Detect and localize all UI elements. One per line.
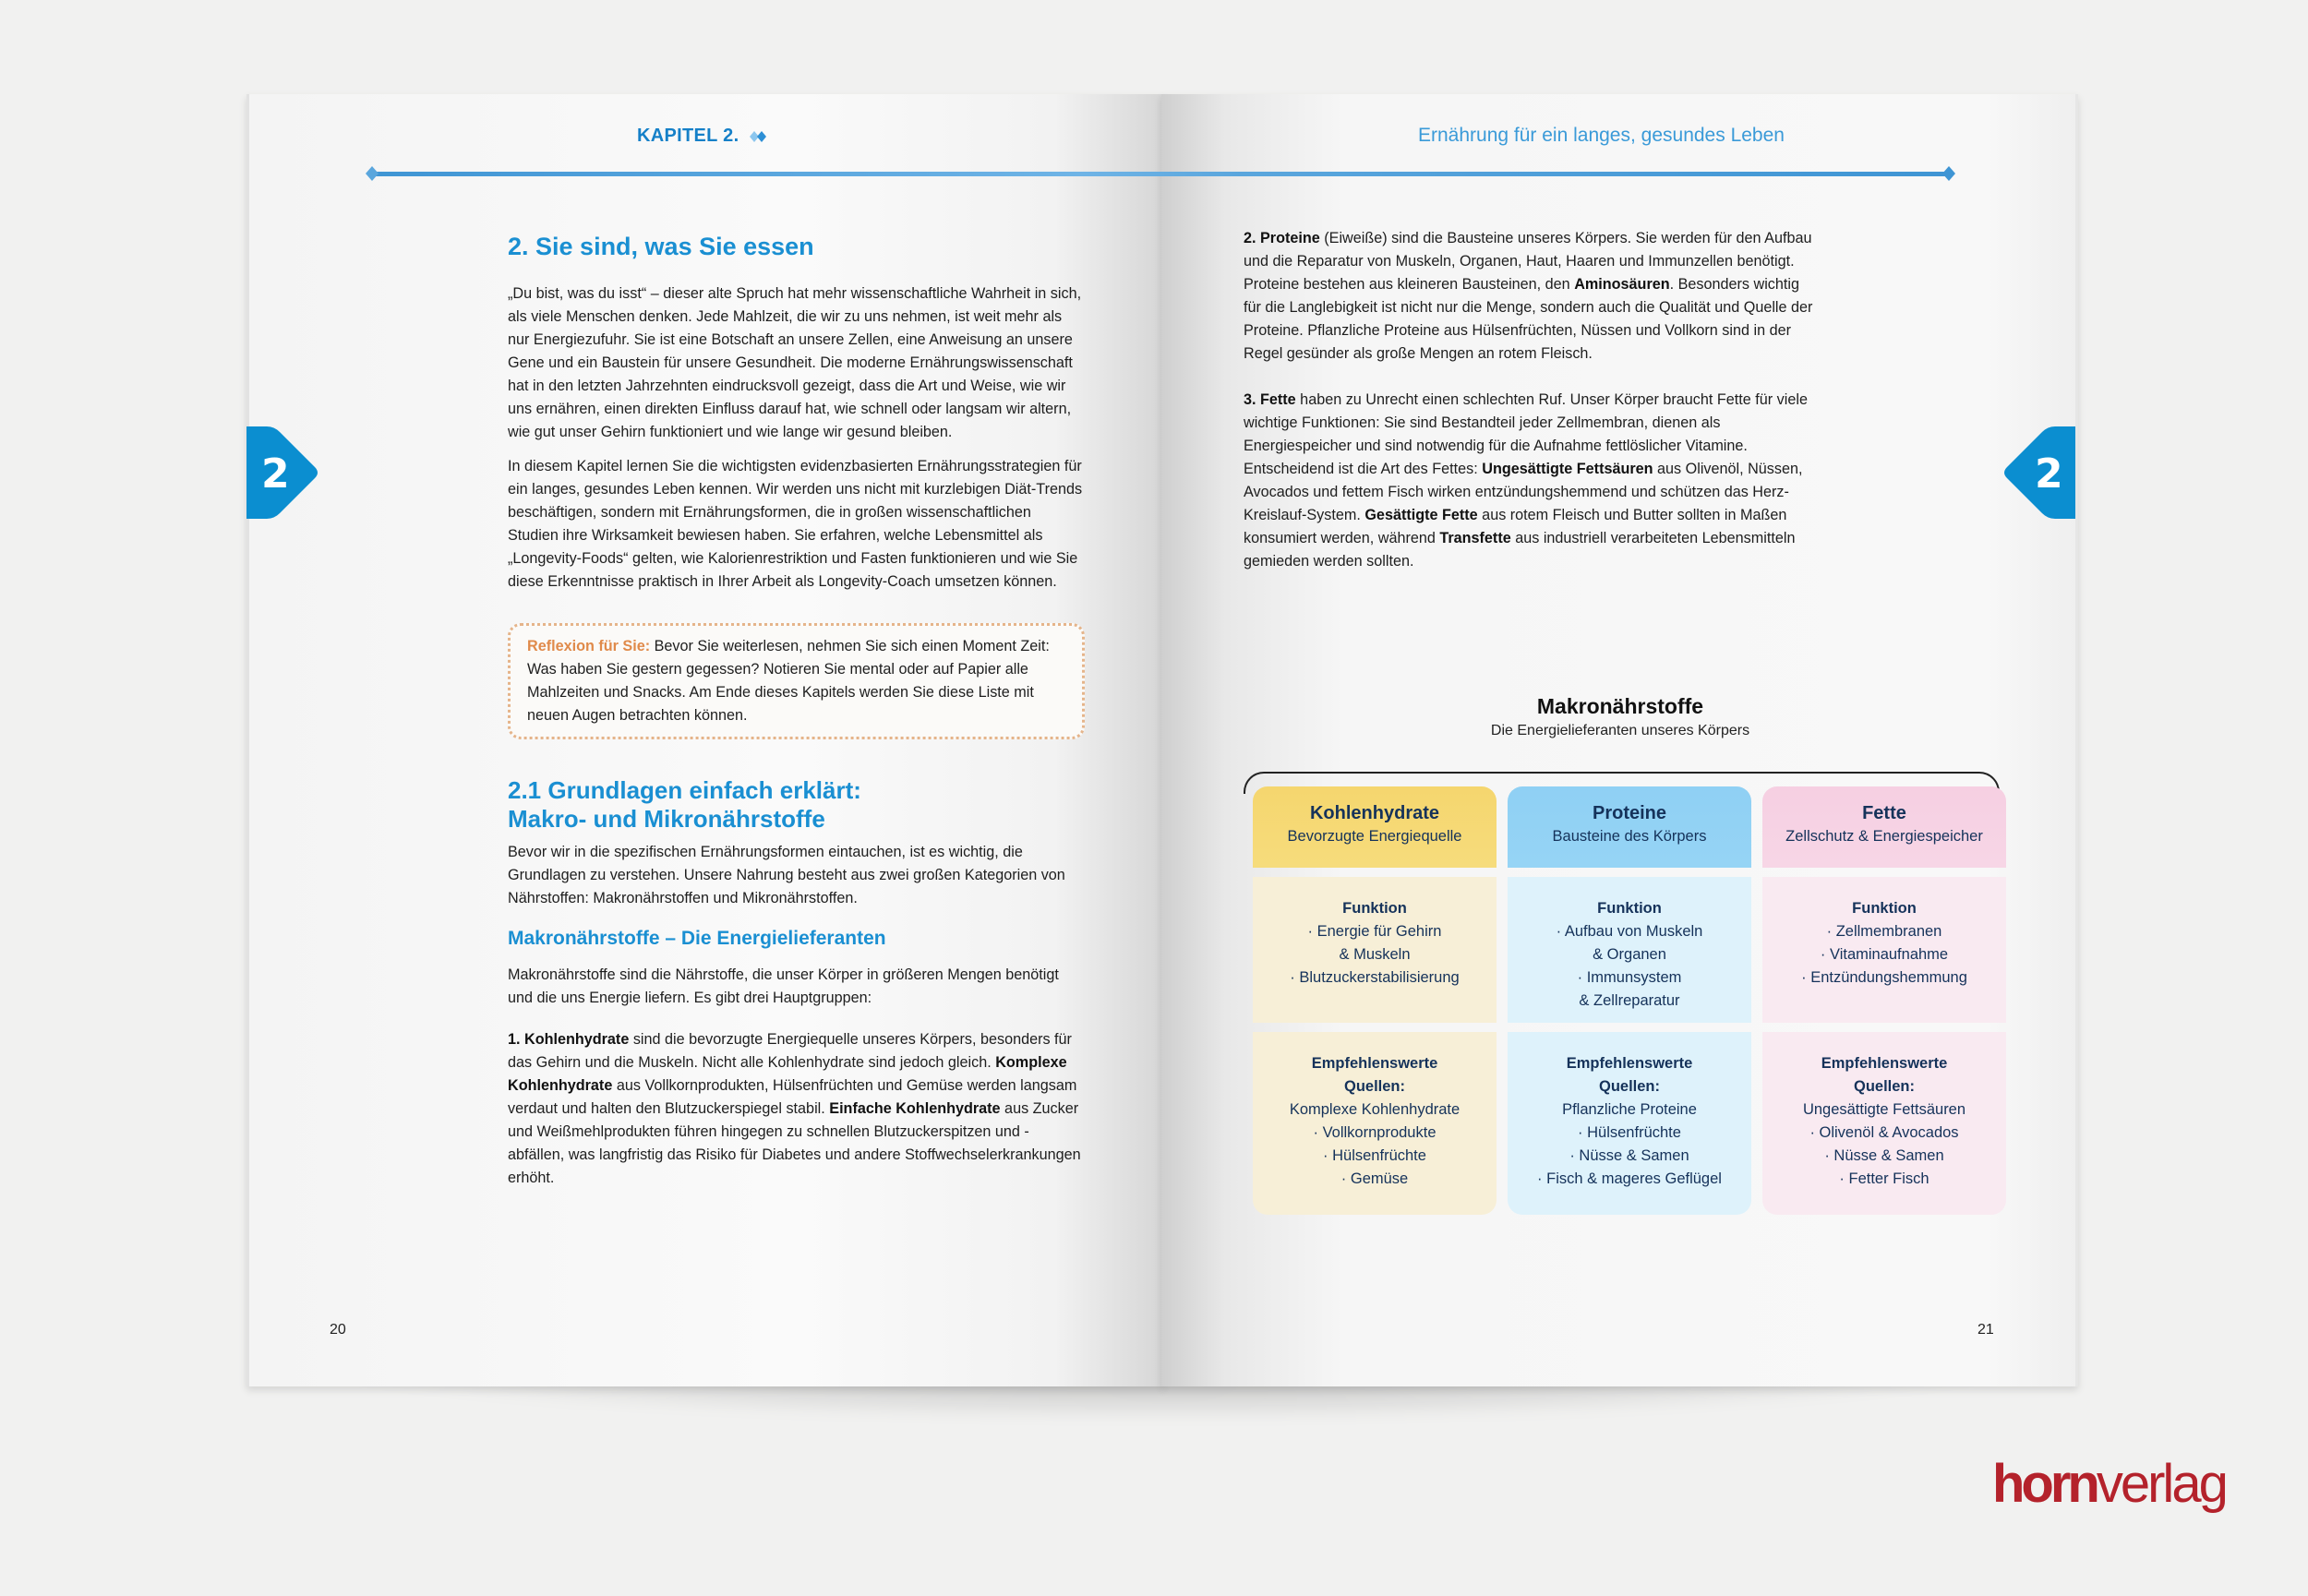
bold-term: Gesättigte Fette <box>1364 507 1478 523</box>
column-name: Proteine <box>1592 803 1667 823</box>
list-item: · Entzündungshemmung <box>1801 969 1967 986</box>
section-title: 2. Sie sind, was Sie essen <box>508 233 814 260</box>
makronaehrstoffe-diagram <box>1242 694 1999 1187</box>
chapter-tab-badge-left <box>246 426 320 519</box>
page-number-left: 20 <box>330 1322 346 1338</box>
grundlagen-paragraph: Bevor wir in die spezifischen Ernährungsformen eintauchen, ist es wichtig, die Grundlagen zu verstehen. Unsere Nahrung besteht aus zwei großen Kategorien von Nährstoffen: Makronährstoffen und Mikronährstoffen. <box>508 844 1065 906</box>
right-text-column <box>1244 227 1816 573</box>
makro-heading: Makronährstoffe – Die Energielieferanten <box>508 928 886 949</box>
list-item: · Hülsenfrüchte <box>1578 1124 1681 1141</box>
list-item: · Fetter Fisch <box>1839 1170 1929 1187</box>
proteine-header <box>1508 786 1751 868</box>
intro-paragraph-1: „Du bist, was du isst“ – dieser alte Spruch hat mehr wissenschaftliche Wahrheit in sich, als viele Menschen denken. Jede Mahlzeit, die wir zu uns nehmen, ist weit mehr als nur Energiezufuhr. Sie ist eine Botschaft an unsere Zellen, eine Anweisung an unsere Gene und ein Baustein für unsere Gesundheit. Die moderne Ernährungswissenschaft hat in den letzten Jahrzehnten eindrucksvoll gezeigt, dass die Art und Weise, wie wir uns ernähren, einen direkten Einfluss darauf hat, wie schnell oder langsam wir altern, wie gut unser Gehirn funktioniert und wie lange wir gesund bleiben. <box>508 285 1082 440</box>
list-item: · Energie für Gehirn <box>1307 923 1442 940</box>
reflexion-lead: Reflexion für Sie: <box>527 638 651 654</box>
page-number-right: 21 <box>1977 1322 1994 1338</box>
publisher-logo <box>1992 1454 2226 1514</box>
funktion-label: Funktion <box>1342 900 1407 917</box>
chapter-label-text: KAPITEL 2. <box>637 126 739 146</box>
funktion-label: Funktion <box>1852 900 1917 917</box>
list-item: · Blutzuckerstabilisierung <box>1290 969 1460 986</box>
fette-funktion <box>1762 877 2006 1023</box>
chapter-tab-badge-right <box>2001 426 2075 519</box>
list-item: Komplexe Kohlenhydrate <box>1289 1101 1461 1118</box>
list-item: · Nüsse & Samen <box>1569 1147 1689 1164</box>
text-run: sind die bevorzugte Energiequelle unseres Körpers, besonders für das Gehirn und die Muskeln. Nicht alle Kohlenhydrate sind jedoch gleich. <box>508 1031 1072 1071</box>
kohlenhydrate-quellen <box>1253 1032 1497 1215</box>
diagram-subtitle: Die Energielieferanten unseres Körpers <box>1490 723 1750 738</box>
diagram-title: Makronährstoffe <box>1536 694 1704 718</box>
bold-term: Aminosäuren <box>1574 276 1670 293</box>
text-run: aus Zucker und Weißmehlprodukten führen hingegen zu schnellen Blutzuckerspitzen und -abfällen, was langfristig das Risiko für Diabetes und andere Stoffwechselerkrankungen erhöht. <box>508 1100 1081 1186</box>
column-subtitle: Zellschutz & Energiespeicher <box>1785 828 1983 845</box>
diamond-ornament-icon <box>750 130 770 143</box>
reflexion-text: Bevor Sie weiterlesen, nehmen Sie sich einen Moment Zeit: Was haben Sie gestern gegessen? Notieren Sie mental oder auf Papier alle Mahlzeiten und Snacks. Am Ende dieses Kapitels werden Sie diese Liste mit neuen Augen betrachten können. <box>527 638 1050 724</box>
text-run: (Eiweiße) sind die Bausteine unseres Körpers. Sie werden für den Aufbau und die Reparatur von Muskeln, Organen, Haut, Haaren und Immunzellen benötigt. Proteine bestehen aus kleineren Bausteinen, den <box>1244 230 1812 293</box>
chapter-label <box>637 126 770 147</box>
list-item: · Gemüse <box>1340 1170 1409 1187</box>
column-name: Kohlenhydrate <box>1309 803 1440 823</box>
reflexion-box <box>508 623 1085 739</box>
quellen-label: Empfehlenswerte <box>1566 1055 1693 1072</box>
fette-header <box>1762 786 2006 868</box>
list-item: · Vitaminaufnahme <box>1820 946 1949 963</box>
list-item: · Olivenöl & Avocados <box>1809 1124 1959 1141</box>
list-item: & Zellreparatur <box>1579 992 1680 1009</box>
column-name: Fette <box>1862 803 1906 823</box>
diagram-grid <box>1253 786 1986 1215</box>
column-subtitle: Bausteine des Körpers <box>1552 828 1707 845</box>
bold-term: Komplexe Kohlenhydrate <box>508 1054 1067 1094</box>
text-run: . Besonders wichtig für die Langlebigkeit ist nicht nur die Menge, sondern auch die Qualität und Quelle der Proteine. Pflanzliche Proteine aus Hülsenfrüchten, Nüssen und Vollkorn sind in der Regel gesünder als große Mengen an rotem Fleisch. <box>1244 276 1813 362</box>
text-run: aus industriell verarbeiteten Lebensmitteln gemieden werden sollten. <box>1244 530 1796 570</box>
subsection-title-line-2: Makro- und Mikronährstoffe <box>508 805 825 833</box>
running-title: Ernährung für ein langes, gesundes Leben <box>1418 125 1785 146</box>
rule-end-ornament-icon <box>1942 166 1955 181</box>
list-item: · Aufbau von Muskeln <box>1556 923 1703 940</box>
chapter-number: 2 <box>261 450 290 498</box>
makro-paragraph: Makronährstoffe sind die Nährstoffe, die unser Körper in größeren Mengen benötigt und die uns Energie liefern. Es gibt drei Hauptgruppen: <box>508 966 1059 1006</box>
list-item: · Zellmembranen <box>1826 923 1942 940</box>
quellen-label: Quellen: <box>1598 1078 1660 1095</box>
quellen-label: Empfehlenswerte <box>1821 1055 1948 1072</box>
fette-paragraph <box>1244 389 1816 573</box>
list-item: · Vollkornprodukte <box>1313 1124 1436 1141</box>
bold-term: Einfache Kohlenhydrate <box>829 1100 1001 1117</box>
text-run: haben zu Unrecht einen schlechten Ruf. Unser Körper braucht Fette für viele wichtige Funktionen: Sie sind Bestandteil jeder Zellmembran, dienen als Energiespeicher und sind notwendig für die Aufnahme fettlöslicher Vitamine. Entscheidend ist die Art des Fettes: <box>1244 391 1808 477</box>
text-run: aus Vollkornprodukten, Hülsenfrüchten und Gemüse werden langsam verdaut und halten den Blutzuckerspiegel stabil. <box>508 1077 1077 1117</box>
chapter-number: 2 <box>2035 450 2063 498</box>
bold-term: Ungesättigte Fettsäuren <box>1482 461 1653 477</box>
kohlenhydrate-header <box>1253 786 1497 868</box>
subsection-title-line-1: 2.1 Grundlagen einfach erklärt: <box>508 776 861 804</box>
list-item: & Organen <box>1593 946 1666 963</box>
list-item: · Hülsenfrüchte <box>1323 1147 1426 1164</box>
intro-paragraph-2: In diesem Kapitel lernen Sie die wichtigsten evidenzbasierten Ernährungsstrategien für ein langes, gesundes Leben kennen. Wir werden uns nicht mit kurzlebigen Diät-Trends beschäftigen, sondern mit Ernährungsformen, die in großen wissenschaftlichen Studien ihre Wirksamkeit bewiesen haben. Sie erfahren, welche Lebensmittel als „Longevity-Foods“ gelten, wie Kalorienrestriktion und Fasten funktionieren und wie Sie diese Erkenntnisse praktisch in Ihrer Arbeit als Longevity-Coach umsetzen können. <box>508 458 1083 590</box>
funktion-label: Funktion <box>1597 900 1662 917</box>
logo-bold-part: horn <box>1992 1454 2097 1514</box>
bold-term: 1. Kohlenhydrate <box>508 1031 630 1048</box>
proteine-quellen <box>1508 1032 1751 1215</box>
text-run: aus rotem Fleisch und Butter sollten in Maßen konsumiert werden, während <box>1244 507 1787 546</box>
fette-quellen <box>1762 1032 2006 1215</box>
bold-term: 3. Fette <box>1244 391 1296 408</box>
quellen-label: Quellen: <box>1853 1078 1915 1095</box>
kohlenhydrate-paragraph <box>508 1028 1085 1190</box>
list-item: · Immunsystem <box>1577 969 1682 986</box>
header-rule <box>371 172 1950 176</box>
bold-term: Transfette <box>1439 530 1511 546</box>
list-item: · Fisch & mageres Geflügel <box>1537 1170 1722 1187</box>
column-subtitle: Bevorzugte Energiequelle <box>1287 828 1462 845</box>
proteine-paragraph <box>1244 227 1816 366</box>
text-run: aus Olivenöl, Nüssen, Avocados und fettem Fisch wirken entzündungshemmend und schützen das Herz-Kreislauf-System. <box>1244 461 1803 523</box>
rule-end-ornament-icon <box>366 166 379 181</box>
kohlenhydrate-funktion <box>1253 877 1497 1023</box>
logo-thin-part: verlag <box>2096 1454 2226 1514</box>
left-text-column <box>508 231 1085 1190</box>
list-item: Pflanzliche Proteine <box>1562 1101 1697 1118</box>
list-item: · Nüsse & Samen <box>1824 1147 1944 1164</box>
bold-term: 2. Proteine <box>1244 230 1320 246</box>
quellen-label: Quellen: <box>1343 1078 1405 1095</box>
list-item: & Muskeln <box>1339 946 1411 963</box>
quellen-label: Empfehlenswerte <box>1311 1055 1438 1072</box>
proteine-funktion <box>1508 877 1751 1023</box>
list-item: Ungesättigte Fettsäuren <box>1802 1101 1966 1118</box>
